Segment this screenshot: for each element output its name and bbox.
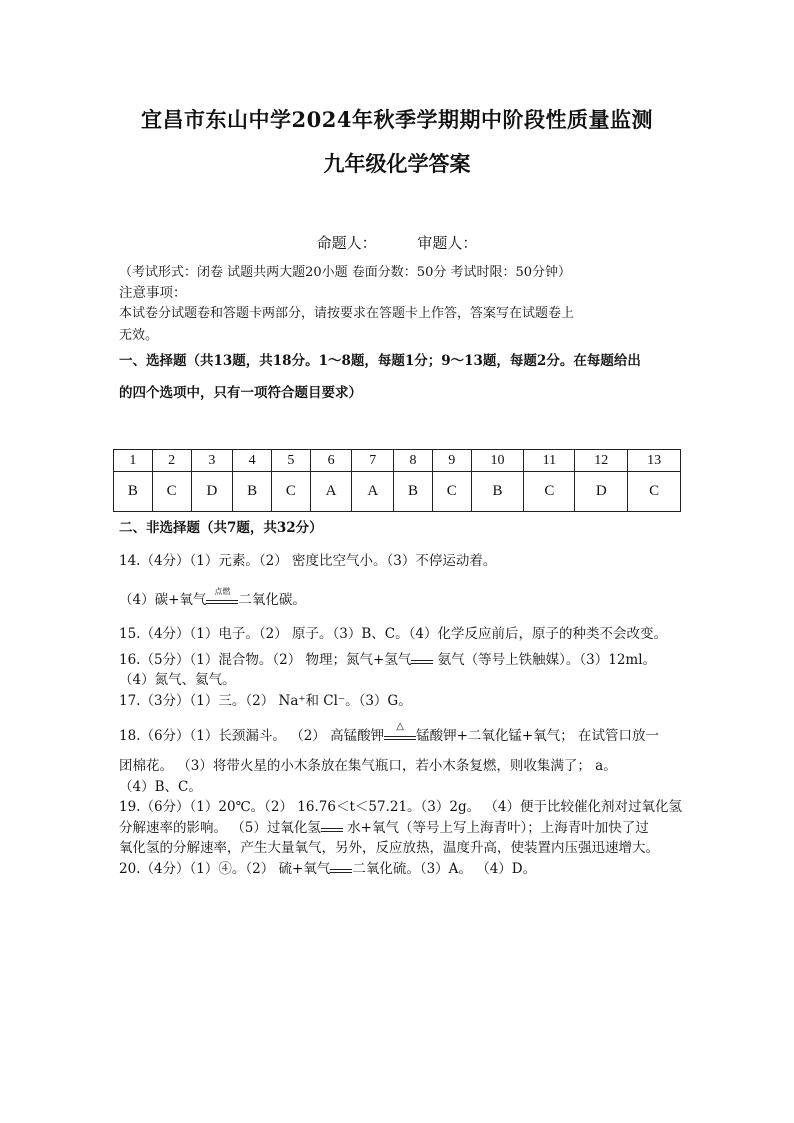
document-subtitle: 九年级化学答案 xyxy=(323,151,471,176)
q16-equation-right: 氨气（等号上铁触媒）。（3）12ml。 xyxy=(433,652,657,668)
question-number-cell: 7 xyxy=(352,450,394,472)
q18-equation-right: 锰酸钾+二氧化锰+氧气； 在试管口放一 xyxy=(416,728,659,744)
answer-cell: C xyxy=(524,472,575,512)
heat-symbol: △ xyxy=(396,721,404,732)
question-number-cell: 4 xyxy=(233,450,272,472)
notes-label: 注意事项： xyxy=(119,285,187,301)
answer-q16-line-2: （4）氮气、氦气。 xyxy=(119,672,236,688)
question-number-cell: 13 xyxy=(628,450,681,472)
notes-line-1: 本试卷分试题卷和答题卡两部分，请按要求在答题卡上作答，答案写在试题卷上 xyxy=(119,306,575,321)
answer-cell: B xyxy=(471,472,524,512)
question-number-row xyxy=(114,450,681,472)
q14-equation-left: （4）碳+氧气 xyxy=(119,592,207,608)
question-number-cell: 9 xyxy=(432,450,471,472)
answer-cell: B xyxy=(394,472,433,512)
document-title: 宜昌市东山中学2024年秋季学期期中阶段性质量监测 xyxy=(141,107,653,132)
reaction-condition: 点燃 xyxy=(214,587,231,596)
answer-cell: C xyxy=(271,472,310,512)
q20-equation-left: 20.（4分）（1）④。（2） 硫+氧气 xyxy=(119,861,331,877)
reaction-arrow xyxy=(321,825,343,832)
exam-info: （考试形式：闭卷 试题共两大题20小题 卷面分数：50分 考试时限：50分钟） xyxy=(119,265,572,280)
answer-cell: D xyxy=(575,472,628,512)
q19-equation-right: 水+氧气（等号上写上海青叶）；上海青叶加快了过 xyxy=(342,820,649,836)
answer-q19-line-3: 氧化氢的分解速率，产生大量氧气，另外，反应放热，温度升高，使装置内压强迅速增大。 xyxy=(119,840,659,856)
reaction-arrow xyxy=(330,866,352,873)
reaction-arrow xyxy=(384,721,416,740)
section1-heading-line-1: 一、选择题（共13题，共18分。1～8题，每题1分；9～13题，每题2分。在每题给出 xyxy=(119,353,641,369)
answer-cell: D xyxy=(191,472,233,512)
answer-cell: B xyxy=(233,472,272,512)
question-number-cell: 2 xyxy=(152,450,191,472)
answer-cell: C xyxy=(152,472,191,512)
answer-q17: 17.（3分）（1）三。（2） Na⁺和 Cl⁻。（3）G。 xyxy=(119,693,412,709)
author-line xyxy=(0,232,794,253)
q19-equation-left: 分解速率的影响。 （5）过氧化氢 xyxy=(119,820,321,836)
answer-cell: B xyxy=(114,472,153,512)
question-number-cell: 10 xyxy=(471,450,524,472)
answer-table xyxy=(113,449,681,512)
q20-equation-right: 二氧化硫。（3）A。 （4）D。 xyxy=(352,861,537,877)
answer-q19-line-1: 19.（6分）（1）20℃。（2） 16.76＜t＜57.21。（3）2g。 （4）便于比较催化剂对过氧化氢 xyxy=(119,799,682,815)
answer-cell: A xyxy=(352,472,394,512)
answer-q18-line-3: （4）B、C。 xyxy=(119,779,202,795)
answer-q18-line-2: 团棉花。 （3）将带火星的小木条放在集气瓶口，若小木条复燃，则收集满了； a。 xyxy=(119,758,617,774)
question-number-cell: 8 xyxy=(394,450,433,472)
question-number-cell: 12 xyxy=(575,450,628,472)
answer-q19-line-2 xyxy=(119,818,681,838)
reaction-arrow xyxy=(206,587,238,604)
section2-heading: 二、非选择题（共7题，共32分） xyxy=(119,520,323,536)
question-number-cell: 6 xyxy=(310,450,352,472)
answer-q20 xyxy=(119,859,681,879)
question-number-cell: 5 xyxy=(271,450,310,472)
answer-cell: A xyxy=(310,472,352,512)
question-number-cell: 11 xyxy=(524,450,575,472)
answer-q14-line-2 xyxy=(119,587,681,610)
answer-cell: C xyxy=(628,472,681,512)
question-number-cell: 3 xyxy=(191,450,233,472)
answer-q14-line-1: 14.（4分）（1）元素。（2） 密度比空气小。（3）不停运动着。 xyxy=(119,553,497,569)
q16-equation-left: 16.（5分）（1）混合物。（2） 物理；氮气+氢气 xyxy=(119,652,412,668)
answer-q18-line-1 xyxy=(119,721,681,746)
answer-q16-line-1 xyxy=(119,650,681,670)
proposer-label: 命题人： xyxy=(316,234,377,252)
q14-equation-right: 二氧化碳。 xyxy=(238,592,306,608)
question-number-cell: 1 xyxy=(114,450,153,472)
reviewer-label: 审题人： xyxy=(417,234,478,252)
answer-cell: C xyxy=(432,472,471,512)
answer-q15: 15.（4分）（1）电子。（2） 原子。（3）B、C。（4）化学反应前后，原子的种类不会改变。 xyxy=(119,626,667,642)
reaction-arrow xyxy=(411,657,433,664)
notes-line-2: 无效。 xyxy=(119,328,159,343)
answer-row xyxy=(114,472,681,512)
q18-equation-left: 18.（6分）（1）长颈漏斗。 （2） 高锰酸钾 xyxy=(119,728,385,744)
section1-heading-line-2: 的四个选项中，只有一项符合题目要求） xyxy=(119,385,362,401)
